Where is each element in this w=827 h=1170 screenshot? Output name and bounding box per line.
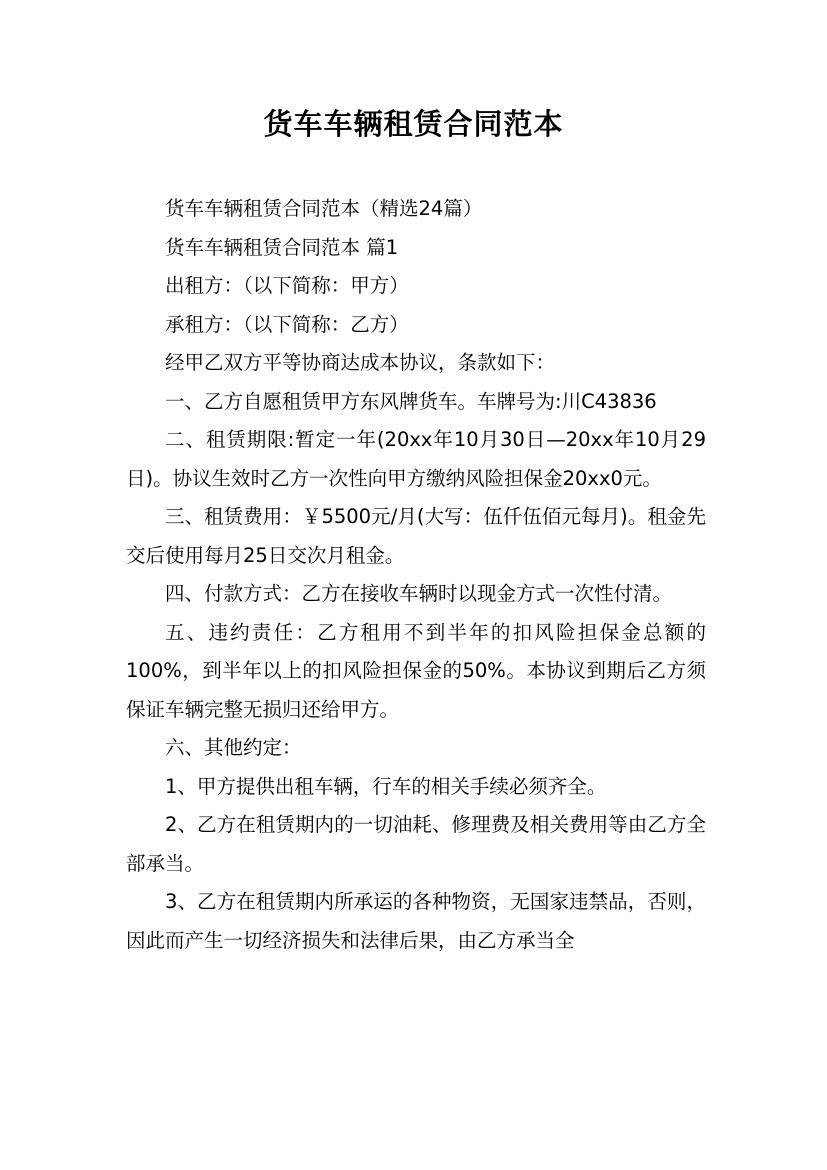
paragraph-clause-3: 三、租赁费用：￥5500元/月(大写：伍仟伍佰元每月)。租金先交后使用每月25日交次月租金。: [126, 505, 706, 567]
paragraph-item-3: 3、乙方在租赁期内所承运的各种物资，无国家违禁品，否则，因此而产生一切经济损失和法律后果，由乙方承当全: [126, 890, 706, 952]
document-title: 货车车辆租赁合同范本: [263, 107, 564, 141]
paragraph-clause-5: 五、违约责任：乙方租用不到半年的扣风险担保金总额的100%，到半年以上的扣风险担保金的50%。本协议到期后乙方须保证车辆完整无损归还给甲方。: [126, 620, 706, 721]
paragraph-clause-4: 四、付款方式：乙方在接收车辆时以现金方式一次性付清。: [165, 582, 673, 605]
paragraph-subtitle: 货车车辆租赁合同范本（精选24篇）: [165, 197, 483, 220]
paragraph-clause-1: 一、乙方自愿租赁甲方东风牌货车。车牌号为:川C43836: [165, 389, 657, 413]
document-body: [126, 190, 706, 960]
paragraph-section-heading: 货车车辆租赁合同范本 篇1: [165, 235, 399, 259]
paragraph-lessee: 承租方：（以下简称：乙方）: [165, 312, 409, 336]
paragraph-clause-2: 二、租赁期限:暂定一年(20xx年10月30日—20xx年10月29日)。协议生效时乙方一次性向甲方缴纳风险担保金20xx0元。: [126, 428, 706, 490]
paragraph-item-1: 1、甲方提供出租车辆，行车的相关手续必须齐全。: [165, 774, 607, 798]
paragraph-lessor: 出租方：（以下简称：甲方）: [165, 274, 409, 297]
paragraph-item-2: 2、乙方在租赁期内的一切油耗、修理费及相关费用等由乙方全部承当。: [126, 813, 706, 875]
paragraph-intro: 经甲乙双方平等协商达成本协议，条款如下：: [165, 351, 556, 374]
paragraph-clause-6: 六、其他约定：: [165, 736, 302, 759]
